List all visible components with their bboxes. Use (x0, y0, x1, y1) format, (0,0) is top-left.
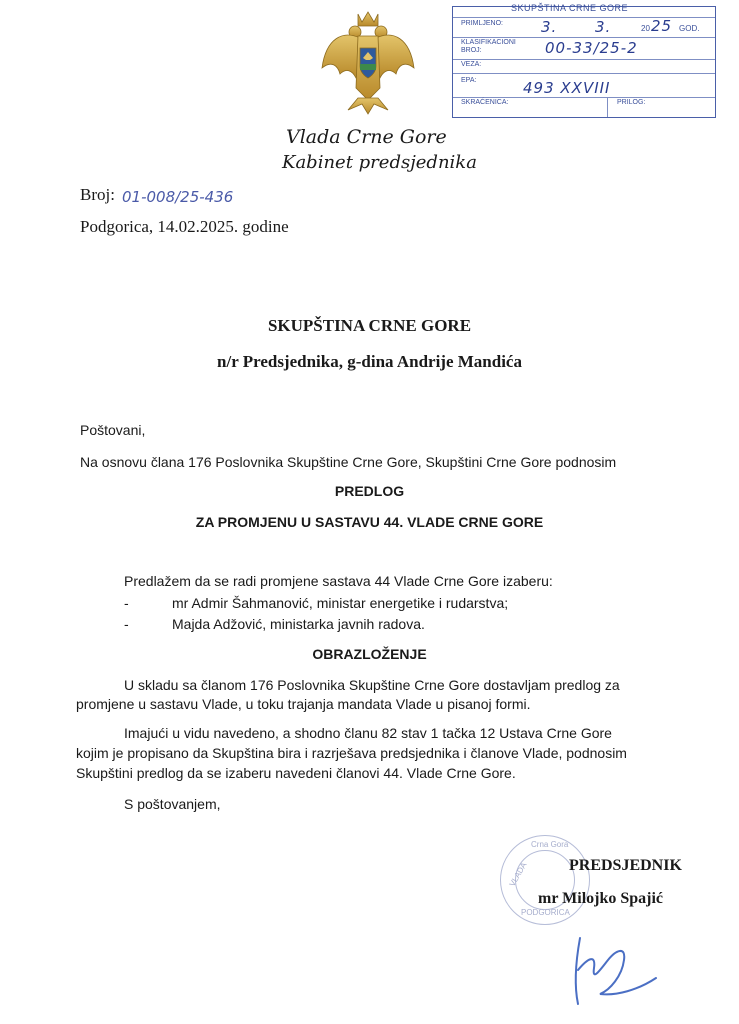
stamp-veza-label: VEZA: (461, 61, 482, 68)
stamp-prilog-label: PRILOG: (617, 99, 646, 106)
stamp-primljeno-month: 3. (595, 18, 612, 36)
stamp-year-prefix: 20 (641, 24, 650, 33)
seal-bottom-text: PODGORICA (521, 908, 570, 917)
proposal-intro: Predlažem da se radi promjene sastava 44 Vlade Crne Gore izaberu: (124, 573, 553, 589)
addressee-line1: SKUPŠTINA CRNE GORE (267, 316, 472, 335)
list-item: mr Admir Šahmanović, ministar energetike i rudarstva; (172, 595, 509, 611)
stamp-title: SKUPŠTINA CRNE GORE (511, 3, 629, 13)
org-unit: Kabinet predsjednika (282, 152, 477, 173)
para2-line3: Skupštini predlog da se izaberu navedeni članovi 44. Vlade Crne Gore. (76, 765, 516, 781)
heading-predlog: PREDLOG (334, 483, 405, 499)
stamp-epa-label: EPA: (461, 77, 477, 84)
org-name: Vlada Crne Gore (286, 126, 447, 148)
para1-line1: U skladu sa članom 176 Poslovnika Skupštine Crne Gore dostavljam predlog za (124, 677, 620, 693)
closing: S poštovanjem, (124, 796, 221, 812)
stamp-primljeno-day: 3. (541, 18, 558, 36)
para2-line1: Imajući u vidu navedeno, a shodno članu 82 stav 1 tačka 12 Ustava Crne Gore (124, 725, 612, 741)
seal-left-text: VLADA (507, 860, 529, 889)
heading-obrazlozenje: OBRAZLOŽENJE (312, 646, 427, 662)
heading-promjena: ZA PROMJENU U SASTAVU 44. VLADE CRNE GORE (195, 514, 544, 530)
list-item: Majda Adžović, ministarka javnih radova. (172, 616, 425, 632)
seal-top-text: Crna Gora (531, 840, 569, 849)
broj-label: Broj: (80, 185, 115, 204)
para1-line2: promjene u sastavu Vlade, u toku trajanja mandata Vlade u pisanoj formi. (76, 696, 531, 712)
stamp-year-hand: 25 (651, 17, 673, 35)
stamp-skracenica-label: SKRAĆENICA: (461, 99, 509, 106)
list-bullet: - (124, 616, 129, 632)
intro-text: Na osnovu člana 176 Poslovnika Skupštine Crne Gore, Skupštini Crne Gore podnosim (80, 454, 617, 470)
coat-of-arms-logo (318, 8, 418, 116)
stamp-klasifikacioni-label: KLASIFIKACIONI BROJ: (461, 39, 516, 54)
stamp-year-suffix: GOD. (679, 24, 700, 33)
stamp-klasifikacioni-value: 00-33/25-2 (545, 39, 638, 57)
official-seal (500, 835, 590, 925)
broj-value: 01-008/25-436 (122, 188, 234, 206)
para2-line2: kojim je propisano da Skupština bira i razrješava predsjednika i članove Vlade, podnosim (76, 745, 627, 761)
signatory-name: mr Milojko Spajić (538, 890, 664, 907)
addressee-line2: n/r Predsjednika, g-dina Andrije Mandića (217, 352, 522, 371)
place-date: Podgorica, 14.02.2025. godine (80, 217, 289, 236)
stamp-epa-value: 493 XXVIII (523, 79, 611, 97)
stamp-primljeno-label: PRIMLJENO: (461, 20, 504, 27)
list-bullet: - (124, 595, 129, 611)
registration-stamp (452, 3, 716, 118)
signatory-title: PREDSJEDNIK (569, 857, 682, 874)
greeting: Poštovani, (80, 422, 146, 438)
handwritten-signature (560, 930, 670, 1010)
